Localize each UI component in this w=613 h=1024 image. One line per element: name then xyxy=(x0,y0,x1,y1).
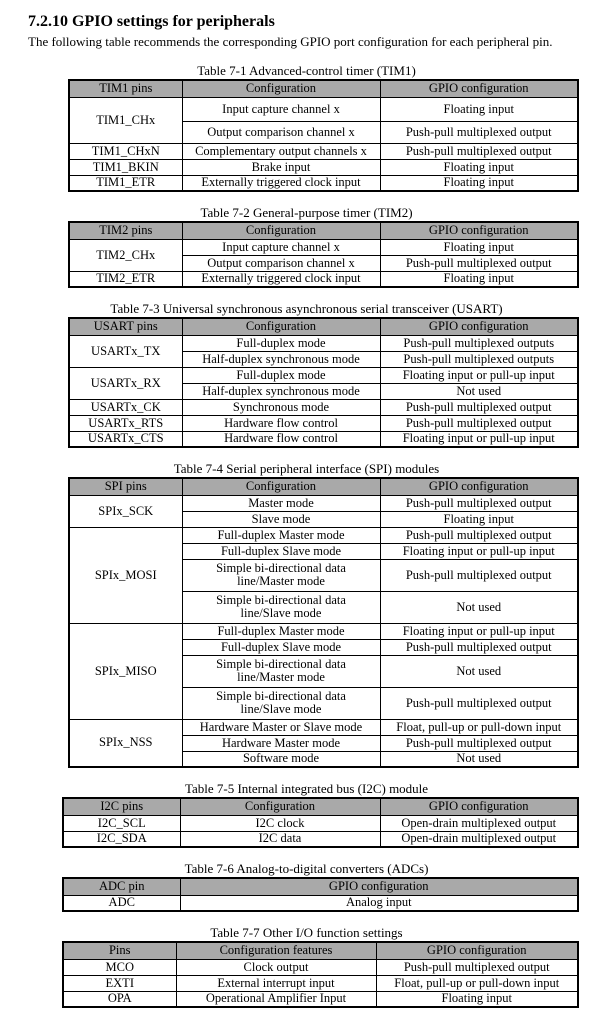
column-header: GPIO configuration xyxy=(380,222,578,239)
pin-cell: ADC xyxy=(63,895,180,911)
table-row xyxy=(63,895,578,911)
table-row xyxy=(69,335,578,351)
table-row xyxy=(63,959,578,975)
table-caption-spi: Table 7-4 Serial peripheral interface (SPI) modules xyxy=(173,461,440,476)
pin-cell: TIM1_BKIN xyxy=(69,159,182,175)
pin-cell: USARTx_RX xyxy=(69,367,182,399)
gpio-cell: Floating input xyxy=(380,271,578,287)
config-cell: Clock output xyxy=(176,959,376,975)
gpio-cell: Push-pull multiplexed outputs xyxy=(380,335,578,351)
config-cell: Input capture channel x xyxy=(182,97,380,121)
config-cell: Half-duplex synchronous mode xyxy=(182,351,380,367)
table-row xyxy=(69,175,578,191)
table-caption-usart: Table 7-3 Universal synchronous asynchronous serial transceiver (USART) xyxy=(110,301,503,316)
config-cell: Output comparison channel x xyxy=(182,255,380,271)
gpio-cell: Floating input or pull-up input xyxy=(380,623,578,639)
table-row xyxy=(69,97,578,121)
column-header: GPIO configuration xyxy=(376,942,578,959)
table-row xyxy=(69,367,578,383)
gpio-cell: Floating input xyxy=(380,159,578,175)
config-cell: Externally triggered clock input xyxy=(182,175,380,191)
gpio-cell: Not used xyxy=(380,383,578,399)
config-cell: Full-duplex mode xyxy=(182,335,380,351)
gpio-cell: Analog input xyxy=(180,895,578,911)
table-row xyxy=(63,975,578,991)
pin-cell: TIM1_CHx xyxy=(69,97,182,143)
column-header: GPIO configuration xyxy=(380,318,578,335)
table-row xyxy=(69,159,578,175)
pin-cell: USARTx_CTS xyxy=(69,431,182,447)
gpio-cell: Push-pull multiplexed output xyxy=(380,559,578,591)
table-tim2 xyxy=(68,221,579,288)
pin-cell: OPA xyxy=(63,991,176,1007)
config-cell: Software mode xyxy=(182,751,380,767)
column-header: Configuration features xyxy=(176,942,376,959)
config-cell: Output comparison channel x xyxy=(182,121,380,143)
pin-cell: SPIx_NSS xyxy=(69,719,182,767)
config-cell: External interrupt input xyxy=(176,975,376,991)
gpio-cell: Push-pull multiplexed output xyxy=(380,735,578,751)
pin-cell: I2C_SCL xyxy=(63,815,180,831)
pin-cell: SPIx_SCK xyxy=(69,495,182,527)
config-cell: Brake input xyxy=(182,159,380,175)
table-row xyxy=(63,991,578,1007)
gpio-cell: Push-pull multiplexed output xyxy=(380,399,578,415)
config-cell: Externally triggered clock input xyxy=(182,271,380,287)
column-header: Pins xyxy=(63,942,176,959)
column-header: GPIO configuration xyxy=(380,478,578,495)
config-cell: Full-duplex Slave mode xyxy=(182,543,380,559)
pin-cell: I2C_SDA xyxy=(63,831,180,847)
gpio-cell: Push-pull multiplexed output xyxy=(380,495,578,511)
gpio-cell: Not used xyxy=(380,751,578,767)
column-header: USART pins xyxy=(69,318,182,335)
table-other-io xyxy=(62,941,579,1008)
gpio-cell: Push-pull multiplexed output xyxy=(380,639,578,655)
gpio-cell: Open-drain multiplexed output xyxy=(380,831,578,847)
table-row xyxy=(69,527,578,543)
config-cell: Hardware flow control xyxy=(182,415,380,431)
config-cell: Master mode xyxy=(182,495,380,511)
table-spi xyxy=(68,477,579,768)
column-header: GPIO configuration xyxy=(380,798,578,815)
column-header: Configuration xyxy=(182,478,380,495)
pin-cell: TIM2_ETR xyxy=(69,271,182,287)
table-row xyxy=(63,831,578,847)
table-row xyxy=(69,239,578,255)
gpio-cell: Push-pull multiplexed output xyxy=(380,143,578,159)
gpio-cell: Push-pull multiplexed outputs xyxy=(380,351,578,367)
config-cell: Synchronous mode xyxy=(182,399,380,415)
pin-cell: SPIx_MISO xyxy=(69,623,182,719)
gpio-cell: Push-pull multiplexed output xyxy=(380,121,578,143)
config-cell: Operational Amplifier Input xyxy=(176,991,376,1007)
column-header: Configuration xyxy=(182,222,380,239)
table-caption-other: Table 7-7 Other I/O function settings xyxy=(210,925,403,940)
config-cell: Slave mode xyxy=(182,511,380,527)
column-header: GPIO configuration xyxy=(380,80,578,97)
gpio-cell: Floating input xyxy=(376,991,578,1007)
table-caption-tim1: Table 7-1 Advanced-control timer (TIM1) xyxy=(197,63,416,78)
table-usart xyxy=(68,317,579,448)
table-caption-i2c: Table 7-5 Internal integrated bus (I2C) module xyxy=(184,781,429,796)
section-heading: 7.2.10 GPIO settings for peripherals xyxy=(28,13,275,30)
config-cell: Full-duplex mode xyxy=(182,367,380,383)
table-row xyxy=(69,431,578,447)
table-row xyxy=(69,143,578,159)
column-header: SPI pins xyxy=(69,478,182,495)
pin-cell: USARTx_RTS xyxy=(69,415,182,431)
config-cell: Simple bi-directional data line/Master mode xyxy=(182,559,380,591)
gpio-cell: Push-pull multiplexed output xyxy=(380,255,578,271)
gpio-cell: Float, pull-up or pull-down input xyxy=(380,719,578,735)
config-cell: Input capture channel x xyxy=(182,239,380,255)
pin-cell: TIM1_CHxN xyxy=(69,143,182,159)
table-tim1 xyxy=(68,79,579,192)
config-cell: Simple bi-directional data line/Master mode xyxy=(182,655,380,687)
table-row xyxy=(69,271,578,287)
config-cell: I2C clock xyxy=(180,815,380,831)
column-header: TIM1 pins xyxy=(69,80,182,97)
column-header: GPIO configuration xyxy=(180,878,578,895)
column-header: Configuration xyxy=(180,798,380,815)
column-header: TIM2 pins xyxy=(69,222,182,239)
config-cell: I2C data xyxy=(180,831,380,847)
table-row xyxy=(69,415,578,431)
table-caption-tim2: Table 7-2 General-purpose timer (TIM2) xyxy=(200,205,413,220)
column-header: I2C pins xyxy=(63,798,180,815)
config-cell: Half-duplex synchronous mode xyxy=(182,383,380,399)
pin-cell: EXTI xyxy=(63,975,176,991)
gpio-cell: Not used xyxy=(380,591,578,623)
pin-cell: USARTx_TX xyxy=(69,335,182,367)
pin-cell: TIM2_CHx xyxy=(69,239,182,271)
table-row xyxy=(63,815,578,831)
table-adc xyxy=(62,877,579,912)
pin-cell: MCO xyxy=(63,959,176,975)
column-header: Configuration xyxy=(182,80,380,97)
config-cell: Full-duplex Master mode xyxy=(182,527,380,543)
gpio-cell: Floating input or pull-up input xyxy=(380,367,578,383)
section-intro: The following table recommends the corresponding GPIO port configuration for each peripheral pin. xyxy=(28,34,553,49)
table-row xyxy=(69,719,578,735)
config-cell: Hardware Master mode xyxy=(182,735,380,751)
config-cell: Full-duplex Master mode xyxy=(182,623,380,639)
column-header: Configuration xyxy=(182,318,380,335)
config-cell: Complementary output channels x xyxy=(182,143,380,159)
table-i2c xyxy=(62,797,579,848)
config-cell: Hardware Master or Slave mode xyxy=(182,719,380,735)
config-cell: Simple bi-directional data line/Slave mode xyxy=(182,687,380,719)
pin-cell: SPIx_MOSI xyxy=(69,527,182,623)
gpio-cell: Push-pull multiplexed output xyxy=(376,959,578,975)
gpio-cell: Floating input or pull-up input xyxy=(380,431,578,447)
gpio-cell: Open-drain multiplexed output xyxy=(380,815,578,831)
table-row xyxy=(69,495,578,511)
column-header: ADC pin xyxy=(63,878,180,895)
gpio-cell: Push-pull multiplexed output xyxy=(380,527,578,543)
pin-cell: USARTx_CK xyxy=(69,399,182,415)
gpio-cell: Float, pull-up or pull-down input xyxy=(376,975,578,991)
config-cell: Hardware flow control xyxy=(182,431,380,447)
table-caption-adc: Table 7-6 Analog-to-digital converters (ADCs) xyxy=(184,861,429,876)
pin-cell: TIM1_ETR xyxy=(69,175,182,191)
gpio-cell: Floating input xyxy=(380,239,578,255)
gpio-cell: Push-pull multiplexed output xyxy=(380,687,578,719)
gpio-cell: Not used xyxy=(380,655,578,687)
gpio-cell: Floating input xyxy=(380,511,578,527)
gpio-cell: Floating input xyxy=(380,175,578,191)
gpio-cell: Floating input xyxy=(380,97,578,121)
config-cell: Full-duplex Slave mode xyxy=(182,639,380,655)
table-row xyxy=(69,399,578,415)
gpio-cell: Push-pull multiplexed output xyxy=(380,415,578,431)
gpio-cell: Floating input or pull-up input xyxy=(380,543,578,559)
config-cell: Simple bi-directional data line/Slave mode xyxy=(182,591,380,623)
table-row xyxy=(69,623,578,639)
